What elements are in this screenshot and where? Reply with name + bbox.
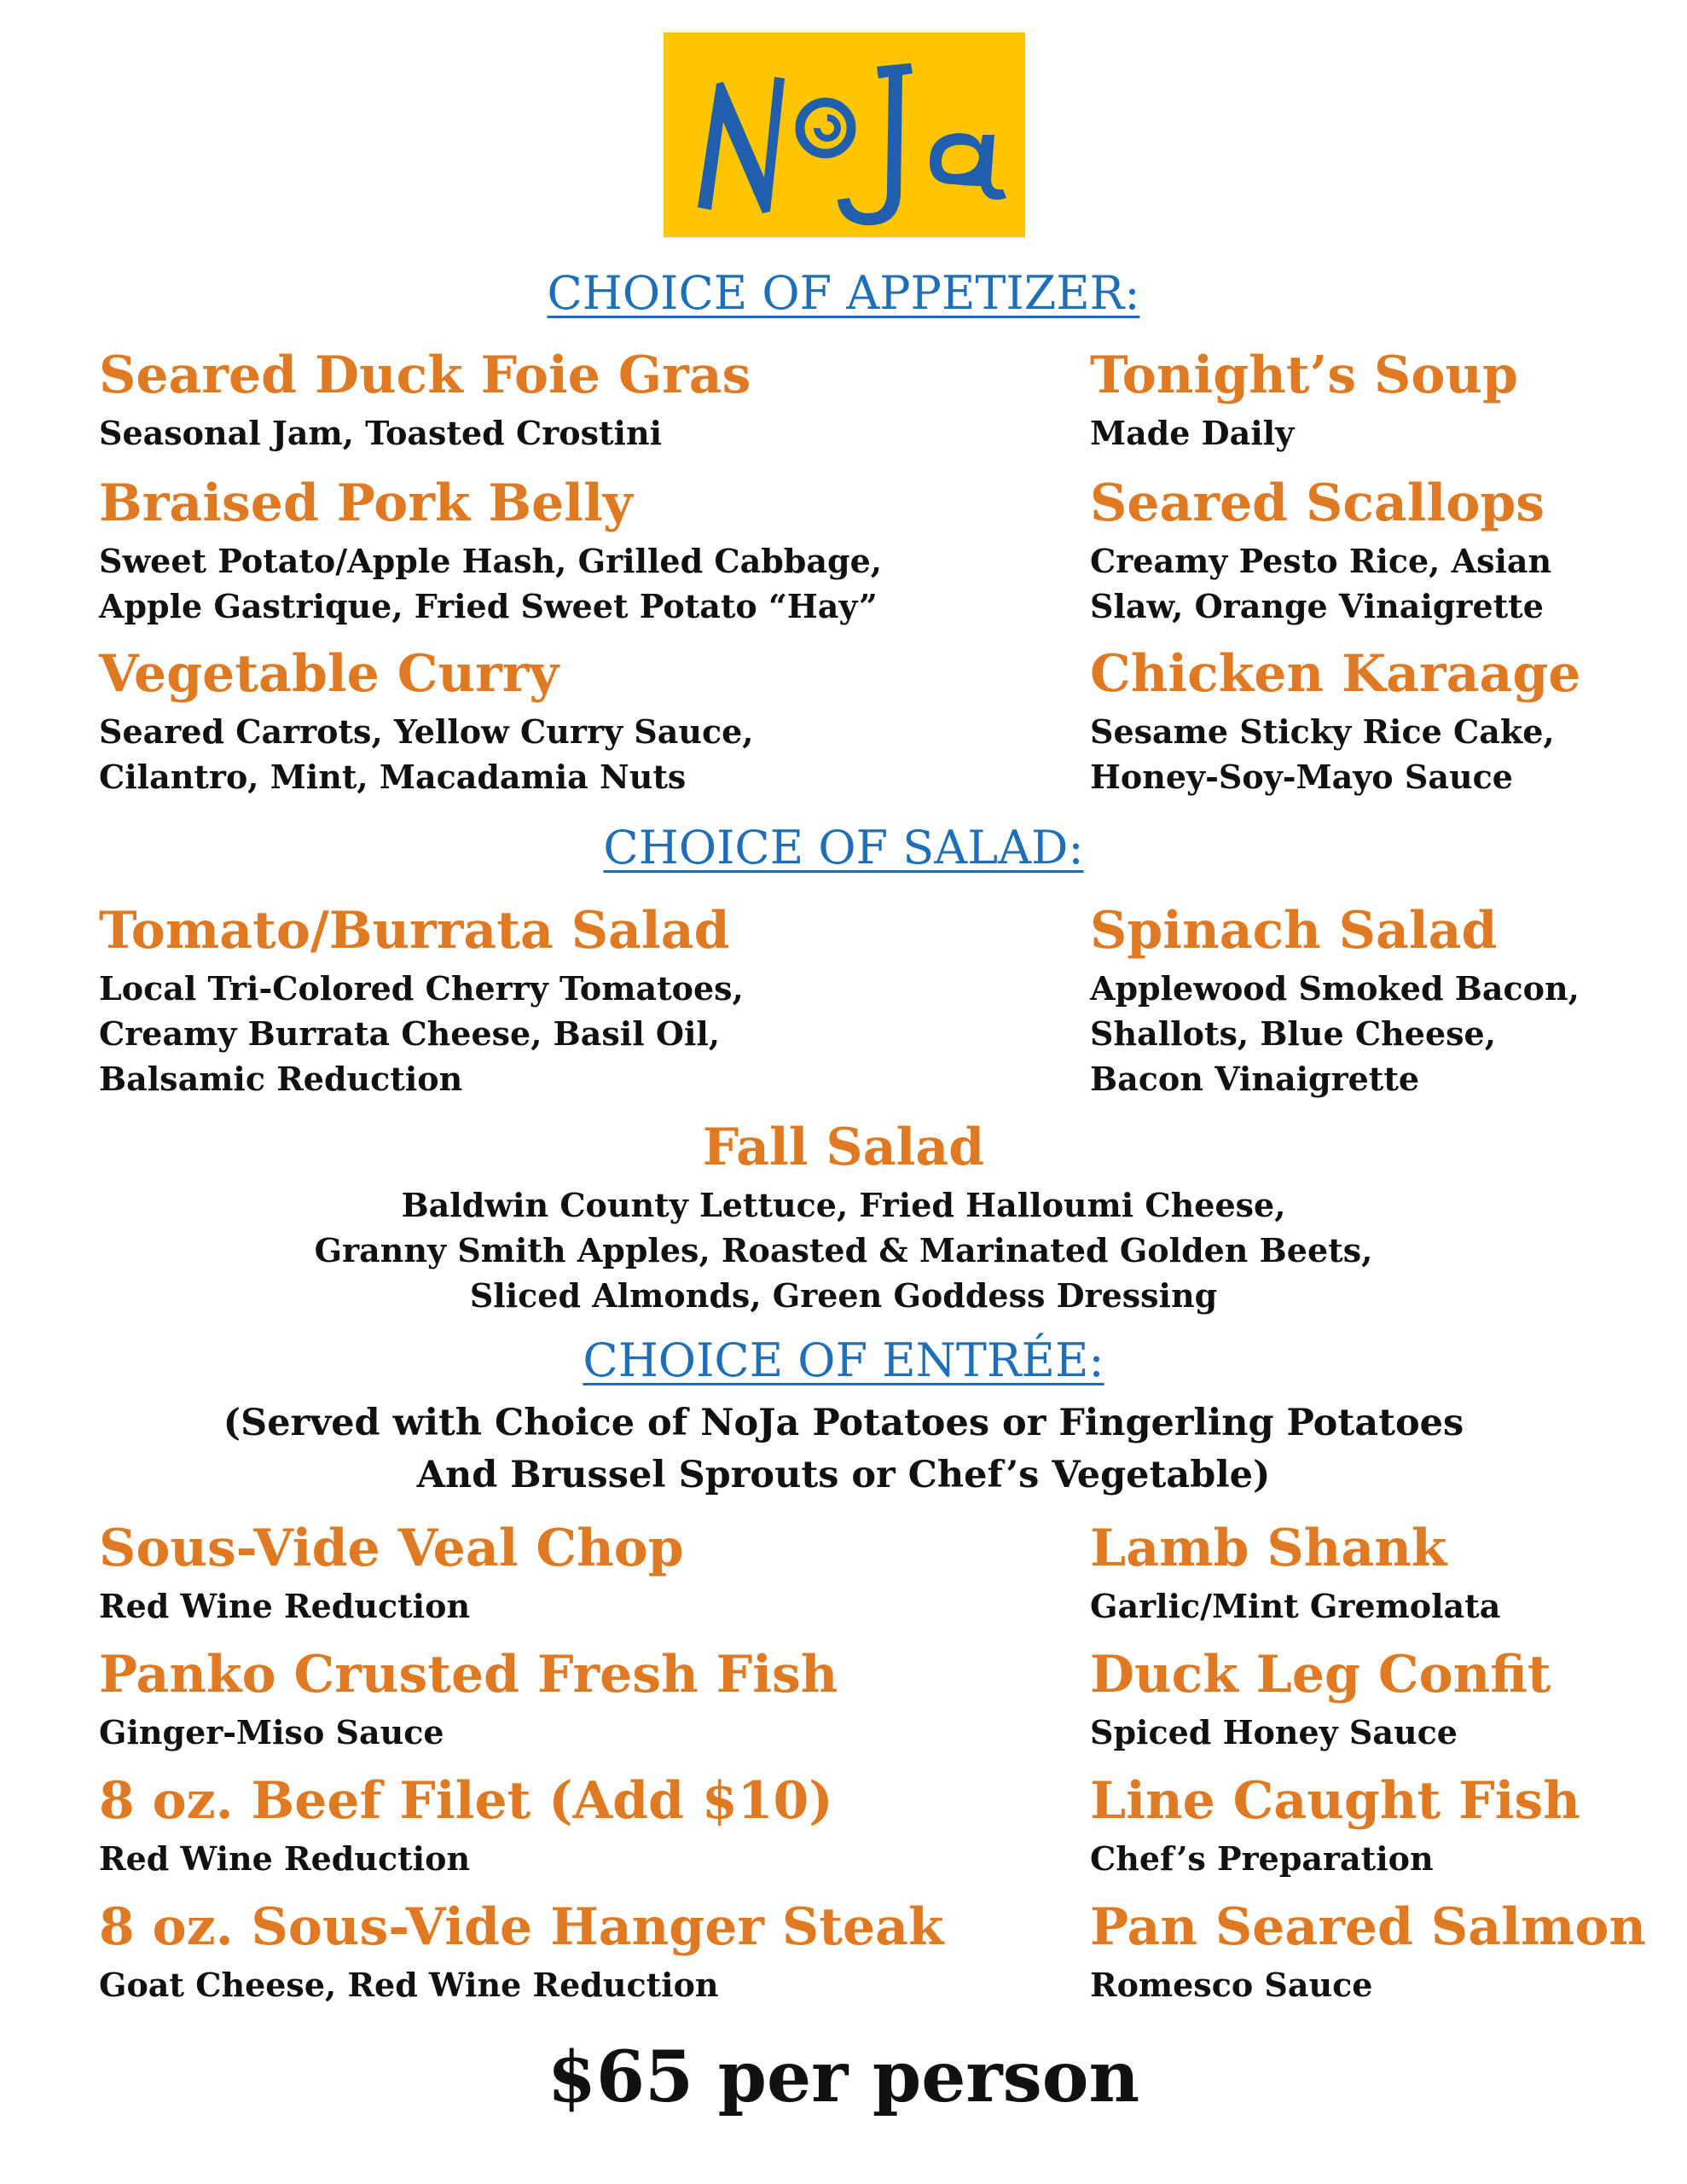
item-title: Braised Pork Belly	[99, 473, 633, 533]
item-description	[1090, 538, 1551, 629]
item-description	[99, 709, 754, 799]
description-line: Granny Smith Apples, Roasted & Marinated Golden Beets,	[314, 1231, 1373, 1269]
menu-item	[99, 1897, 944, 2007]
item-description	[99, 966, 744, 1101]
note-line: And Brussel Sprouts or Chef’s Vegetable)	[416, 1454, 1271, 1496]
description-line: Apple Gastrique, Fried Sweet Potato “Hay”	[99, 587, 878, 625]
item-title: Line Caught Fish	[1090, 1771, 1580, 1831]
description-line: Creamy Pesto Rice, Asian	[1090, 542, 1552, 580]
description-line: Cilantro, Mint, Macadamia Nuts	[99, 758, 687, 796]
description-line: Sliced Almonds, Green Goddess Dressing	[469, 1276, 1218, 1315]
item-title: 8 oz. Beef Filet (Add $10)	[99, 1771, 833, 1831]
item-description: Goat Cheese, Red Wine Reduction	[99, 1966, 719, 2004]
salad-heading: CHOICE OF SALAD:	[603, 821, 1084, 874]
item-description	[1090, 709, 1580, 799]
description-line: Local Tri-Colored Cherry Tomatoes,	[99, 969, 744, 1008]
item-title: Seared Duck Foie Gras	[99, 346, 751, 405]
menu-item	[99, 346, 751, 456]
description-line: Sweet Potato/Apple Hash, Grilled Cabbage,	[99, 542, 882, 580]
item-description: Made Daily	[1090, 414, 1295, 452]
item-description: Garlic/Mint Gremolata	[1090, 1587, 1501, 1625]
item-title: Lamb Shank	[1090, 1519, 1447, 1578]
item-title: Chicken Karaage	[1090, 644, 1581, 704]
entree-heading: CHOICE OF ENTRÉE:	[583, 1333, 1104, 1387]
item-description: Spiced Honey Sauce	[1090, 1713, 1458, 1751]
appetizer-heading: CHOICE OF APPETIZER:	[547, 266, 1140, 320]
menu-item	[99, 473, 882, 629]
description-line: Baldwin County Lettuce, Fried Halloumi Cheese,	[401, 1186, 1286, 1224]
item-title: Fall Salad	[702, 1118, 985, 1177]
item-description	[0, 1182, 1687, 1318]
item-title: 8 oz. Sous-Vide Hanger Steak	[99, 1897, 944, 1957]
item-description: Seasonal Jam, Toasted Crostini	[99, 414, 663, 452]
menu-item	[99, 901, 744, 1101]
note-line: (Served with Choice of NoJa Potatoes or Fingerling Potatoes	[223, 1402, 1464, 1444]
menu-item	[99, 1645, 838, 1755]
menu-item-centered	[0, 1118, 1687, 1318]
menu-item	[1090, 1771, 1580, 1881]
description-line: Seared Carrots, Yellow Curry Sauce,	[99, 712, 754, 751]
menu-item	[99, 1519, 684, 1629]
item-title: Pan Seared Salmon	[1090, 1897, 1647, 1957]
item-description: Ginger-Miso Sauce	[99, 1713, 444, 1751]
description-line: Creamy Burrata Cheese, Basil Oil,	[99, 1014, 721, 1053]
item-title: Panko Crusted Fresh Fish	[99, 1645, 838, 1705]
description-line: Applewood Smoked Bacon,	[1090, 969, 1580, 1008]
description-line: Honey-Soy-Mayo Sauce	[1090, 758, 1513, 796]
item-title: Seared Scallops	[1090, 473, 1545, 533]
menu-item	[1090, 1645, 1551, 1755]
menu-item	[1090, 644, 1580, 799]
item-description	[99, 538, 882, 629]
description-line: Shallots, Blue Cheese,	[1090, 1014, 1496, 1053]
menu-item	[1090, 901, 1580, 1101]
menu-item	[1090, 1897, 1646, 2007]
menu-item	[1090, 1519, 1500, 1629]
item-description: Red Wine Reduction	[99, 1839, 471, 1878]
menu-item	[99, 1771, 833, 1881]
description-line: Slaw, Orange Vinaigrette	[1090, 587, 1544, 625]
description-line: Bacon Vinaigrette	[1090, 1060, 1420, 1098]
item-description: Red Wine Reduction	[99, 1587, 471, 1625]
menu-item	[1090, 346, 1518, 456]
item-title: Sous-Vide Veal Chop	[99, 1519, 684, 1578]
price-per-person: $65 per person	[547, 2036, 1140, 2118]
menu-item	[99, 644, 754, 799]
item-title: Tomato/Burrata Salad	[99, 901, 730, 961]
description-line: Sesame Sticky Rice Cake,	[1090, 712, 1555, 751]
item-title: Duck Leg Confit	[1090, 1645, 1551, 1705]
menu-item	[1090, 473, 1551, 629]
description-line: Balsamic Reduction	[99, 1060, 463, 1098]
item-title: Spinach Salad	[1090, 901, 1498, 961]
item-title: Vegetable Curry	[99, 644, 559, 704]
item-description: Romesco Sauce	[1090, 1966, 1373, 2004]
noja-logo	[664, 32, 1025, 237]
item-description	[1090, 966, 1580, 1101]
item-description: Chef’s Preparation	[1090, 1839, 1434, 1878]
entree-note	[0, 1397, 1687, 1502]
item-title: Tonight’s Soup	[1090, 346, 1518, 405]
